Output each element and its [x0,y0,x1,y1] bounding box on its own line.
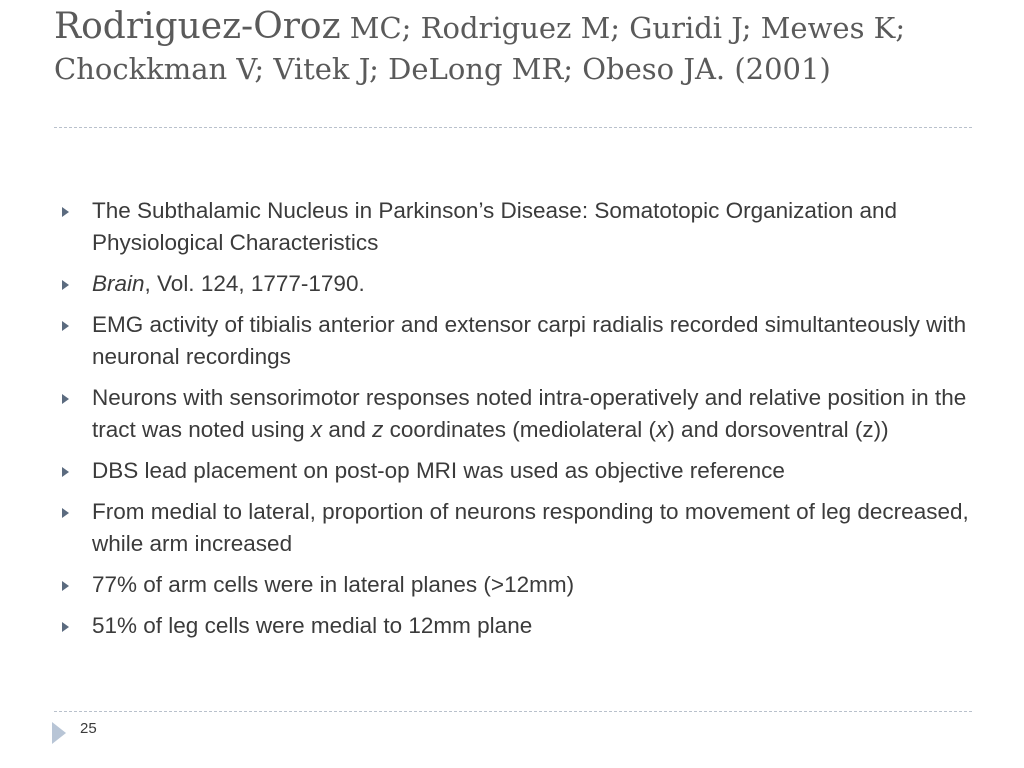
bullet-item-emg [62,309,972,373]
page-number: 25 [80,720,97,737]
bullet-item-journal [62,268,972,300]
bullet-text-part: coordinates (mediolateral ( [383,417,657,442]
bullet-text-part: ) and dorsoventral (z)) [667,417,889,442]
bullet-item-medial-lateral [62,496,972,560]
bullet-arrow-icon [62,321,69,331]
bullet-arrow-icon [62,280,69,290]
bullet-arrow-icon [62,622,69,632]
footer-triangle-icon [52,722,66,744]
bullet-item-arm-cells [62,569,972,601]
footer-divider [54,711,972,712]
bullet-item-leg-cells [62,610,972,642]
slide-title [54,6,994,90]
bullet-text: 51% of leg cells were medial to 12mm plane [92,613,533,638]
title-co-authors: MC; Rodriguez M; Guridi J; Mewes K; Chockkman V; Vitek J; DeLong MR; Obeso JA. (2001) [54,11,906,86]
bullet-item-paper-title [62,195,972,259]
bullet-text-part: Neurons with sensorimotor responses noted intra-operatively and relative position in the tract was noted using [92,385,967,442]
bullet-item-dbs [62,455,972,487]
bullet-text: The Subthalamic Nucleus in Parkinson’s Disease: Somatotopic Organization and Physiological Characteristics [92,198,898,255]
bullet-text: From medial to lateral, proportion of neurons responding to movement of leg decreased, while arm increased [92,499,969,556]
bullet-item-neurons [62,382,972,446]
bullet-text: EMG activity of tibialis anterior and extensor carpi radialis recorded simultanteously with neuronal recordings [92,312,967,369]
title-divider [54,127,972,128]
coordinate-z: z [372,417,384,442]
bullet-arrow-icon [62,581,69,591]
bullet-arrow-icon [62,207,69,217]
title-lead-author: Rodriguez-Oroz [54,6,341,47]
bullet-arrow-icon [62,394,69,404]
coordinate-x-mediolateral: x [656,417,668,442]
bullet-list [62,195,972,651]
bullet-text-part: and [322,417,373,442]
bullet-text: 77% of arm cells were in lateral planes (>12mm) [92,572,575,597]
journal-volume: , Vol. 124, 1777-1790. [144,271,365,296]
journal-name: Brain [92,271,145,296]
bullet-text: DBS lead placement on post-op MRI was used as objective reference [92,458,785,483]
bullet-arrow-icon [62,467,69,477]
coordinate-x: x [310,417,323,442]
bullet-arrow-icon [62,508,69,518]
